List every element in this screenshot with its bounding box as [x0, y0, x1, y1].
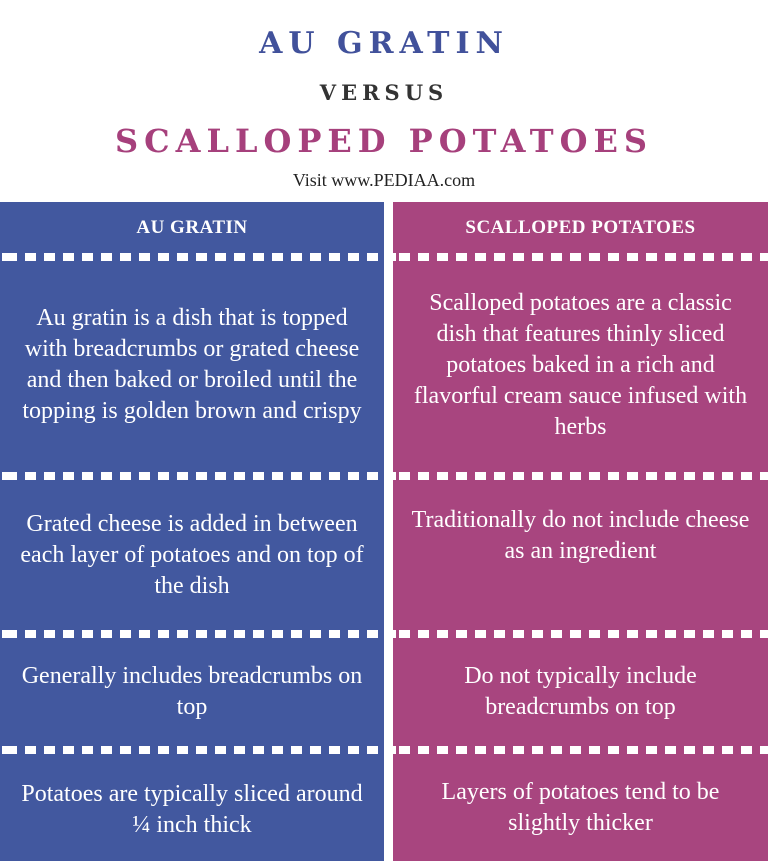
scalloped-potatoes-column: [393, 202, 768, 861]
header: [0, 0, 768, 200]
divider: [0, 253, 384, 261]
column-heading: SCALLOPED POTATOES: [465, 217, 696, 238]
compare-title: SCALLOPED POTATOES: [115, 122, 653, 160]
divider: [393, 253, 768, 261]
row-definition: Au gratin is a dish that is topped with breadcrumbs or grated cheese and then baked or broiled until the topping is golden brown and crispy: [22, 305, 362, 424]
divider: [0, 472, 384, 480]
row-definition: Scalloped potatoes are a classic dish that features thinly sliced potatoes baked in a rich and flavorful cream sauce infused with herbs: [413, 289, 748, 440]
row-thickness: Potatoes are typically sliced around ¼ inch thick: [21, 780, 363, 838]
page-title: AU GRATIN: [259, 26, 509, 61]
row-thickness: Layers of potatoes tend to be slightly thicker: [441, 779, 720, 836]
row-cheese: Traditionally do not include cheese as an ingredient: [411, 507, 750, 564]
row-breadcrumbs: Do not typically include breadcrumbs on top: [464, 663, 697, 720]
au-gratin-column: [0, 202, 384, 861]
divider: [0, 630, 384, 638]
visit-link[interactable]: Visit www.PEDIAA.com: [292, 170, 476, 190]
versus-label: VERSUS: [319, 80, 449, 105]
divider: [393, 472, 768, 480]
row-cheese: Grated cheese is added in between each layer of potatoes and on top of the dish: [20, 510, 364, 599]
divider: [393, 630, 768, 638]
divider: [0, 746, 384, 754]
column-heading: AU GRATIN: [136, 217, 248, 238]
divider: [393, 746, 768, 754]
row-breadcrumbs: Generally includes breadcrumbs on top: [21, 663, 363, 720]
